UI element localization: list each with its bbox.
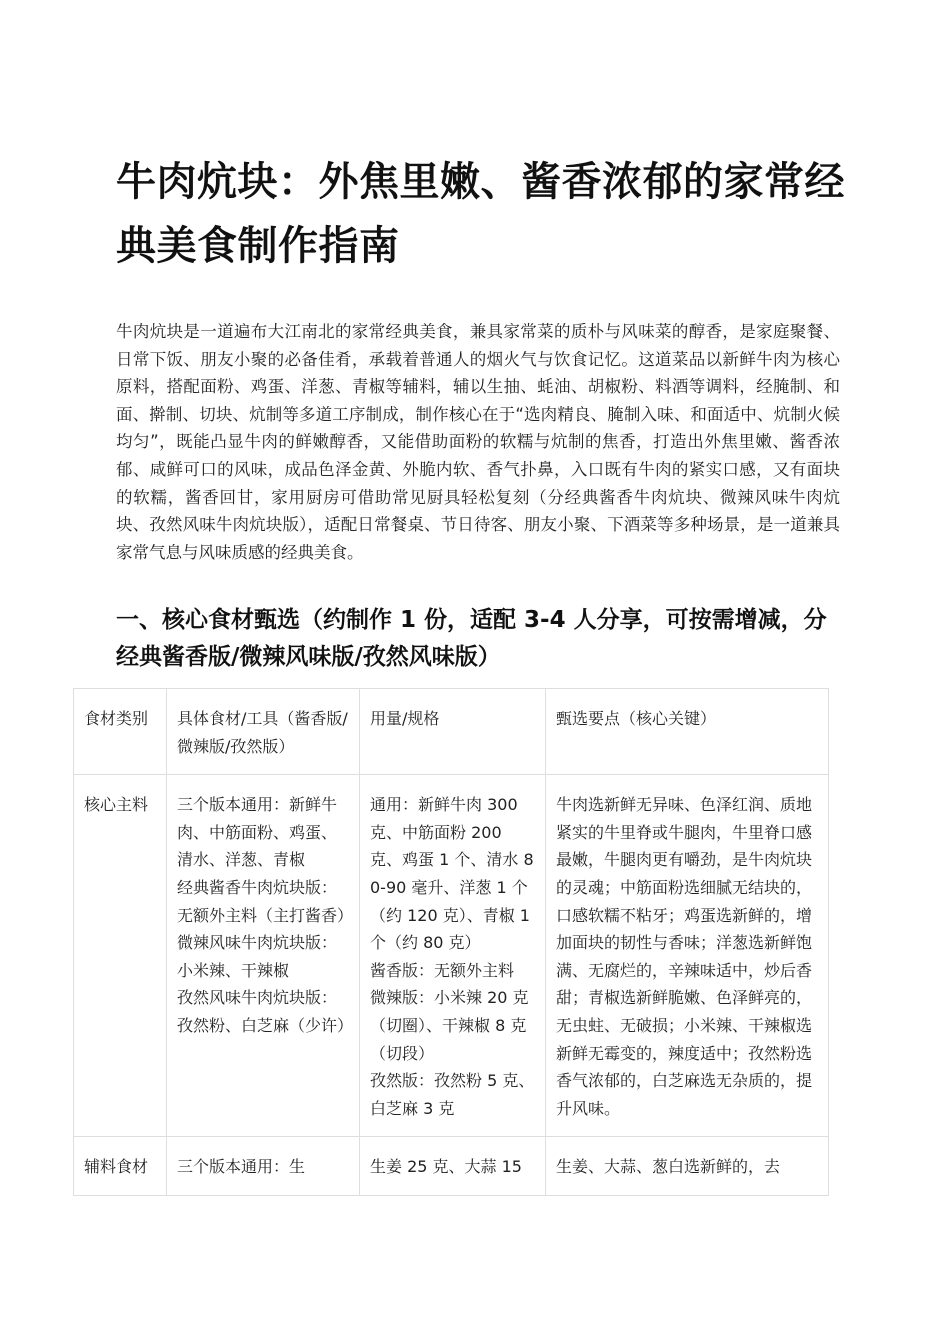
table-cell-amounts (360, 775, 546, 1137)
amount-line: 酱香版：无额外主料 (370, 960, 515, 980)
table-header-cell: 具体食材/工具（酱香版/微辣版/孜然版） (167, 689, 360, 775)
table-cell-items (167, 1137, 360, 1196)
page-title: 牛肉炕块：外焦里嫩、酱香浓郁的家常经典美食制作指南 (116, 159, 845, 269)
section-heading-ingredients: 一、核心食材甄选（约制作 1 份，适配 3-4 人分享，可按需增减，分经典酱香版/微辣风味版/孜然风味版） (116, 607, 827, 670)
table-cell-items (167, 775, 360, 1137)
items-line: 三个版本通用：新鲜牛肉、中筋面粉、鸡蛋、清水、洋葱、青椒 (177, 795, 338, 870)
table-header-cell: 食材类别 (74, 689, 167, 775)
amount-line: 通用：新鲜牛肉 300 克、中筋面粉 200 克、鸡蛋 1 个、清水 80-90 毫升、洋葱 1 个（约 120 克）、青椒 1 个（约 80 克） (370, 795, 534, 953)
table-cell-amounts (360, 1137, 546, 1196)
table-header-row (74, 689, 829, 775)
amount-line: 孜然版：孜然粉 5 克、白芝麻 3 克 (370, 1071, 535, 1118)
table-cell-category: 核心主料 (74, 775, 167, 1137)
ingredients-table-container (73, 688, 829, 1201)
items-line: 三个版本通用：生 (177, 1157, 306, 1177)
items-line: 经典酱香牛肉炕块版：无额外主料（主打酱香） (177, 877, 354, 925)
table-cell-notes: 牛肉选新鲜无异味、色泽红润、质地紧实的牛里脊或牛腿肉，牛里脊口感最嫩，牛腿肉更有嚼劲，是牛肉炕块的灵魂；中筋面粉选细腻无结块的，口感软糯不粘牙；鸡蛋选新鲜的，增加面块的韧性与香味；洋葱选新鲜饱满、无腐烂的，辛辣味适中，炒后香甜；青椒选新鲜脆嫩、色泽鲜亮的，无虫蛀、无破损；小米辣、干辣椒选新鲜无霉变的，辣度适中；孜然粉选香气浓郁的，白芝麻选无杂质的，提升风味。 (546, 775, 829, 1137)
table-header-cell: 用量/规格 (360, 689, 546, 775)
items-line: 孜然风味牛肉炕块版：孜然粉、白芝麻（少许） (177, 988, 354, 1035)
amount-line: 生姜 25 克、大蒜 15 (370, 1157, 522, 1177)
table-row (74, 1137, 829, 1196)
ingredients-table (73, 688, 829, 1196)
table-cell-category: 辅料食材 (74, 1137, 167, 1196)
amount-line: 微辣版：小米辣 20 克（切圈）、干辣椒 8 克（切段） (370, 988, 529, 1063)
table-cell-notes: 生姜、大蒜、葱白选新鲜的，去 (546, 1137, 829, 1196)
items-line: 微辣风味牛肉炕块版：小米辣、干辣椒 (177, 933, 338, 980)
intro-paragraph: 牛肉炕块是一道遍布大江南北的家常经典美食，兼具家常菜的质朴与风味菜的醇香，是家庭聚餐、日常下饭、朋友小聚的必备佳肴，承载着普通人的烟火气与饮食记忆。这道菜品以新鲜牛肉为核心原料，搭配面粉、鸡蛋、洋葱、青椒等辅料，辅以生抽、蚝油、胡椒粉、料酒等调料，经腌制、和面、擀制、切块、炕制等多道工序制成，制作核心在于“选肉精良、腌制入味、和面适中、炕制火候均匀”，既能凸显牛肉的鲜嫩醇香，又能借助面粉的软糯与炕制的焦香，打造出外焦里嫩、酱香浓郁、咸鲜可口的风味，成品色泽金黄、外脆内软、香气扑鼻，入口既有牛肉的紧实口感，又有面块的软糯，酱香回甘，家用厨房可借助常见厨具轻松复刻（分经典酱香牛肉炕块、微辣风味牛肉炕块、孜然风味牛肉炕块版），适配日常餐桌、节日待客、朋友小聚、下酒菜等多种场景，是一道兼具家常气息与风味质感的经典美食。 (116, 322, 840, 562)
table-row (74, 775, 829, 1137)
table-header-cell: 甄选要点（核心关键） (546, 689, 829, 775)
